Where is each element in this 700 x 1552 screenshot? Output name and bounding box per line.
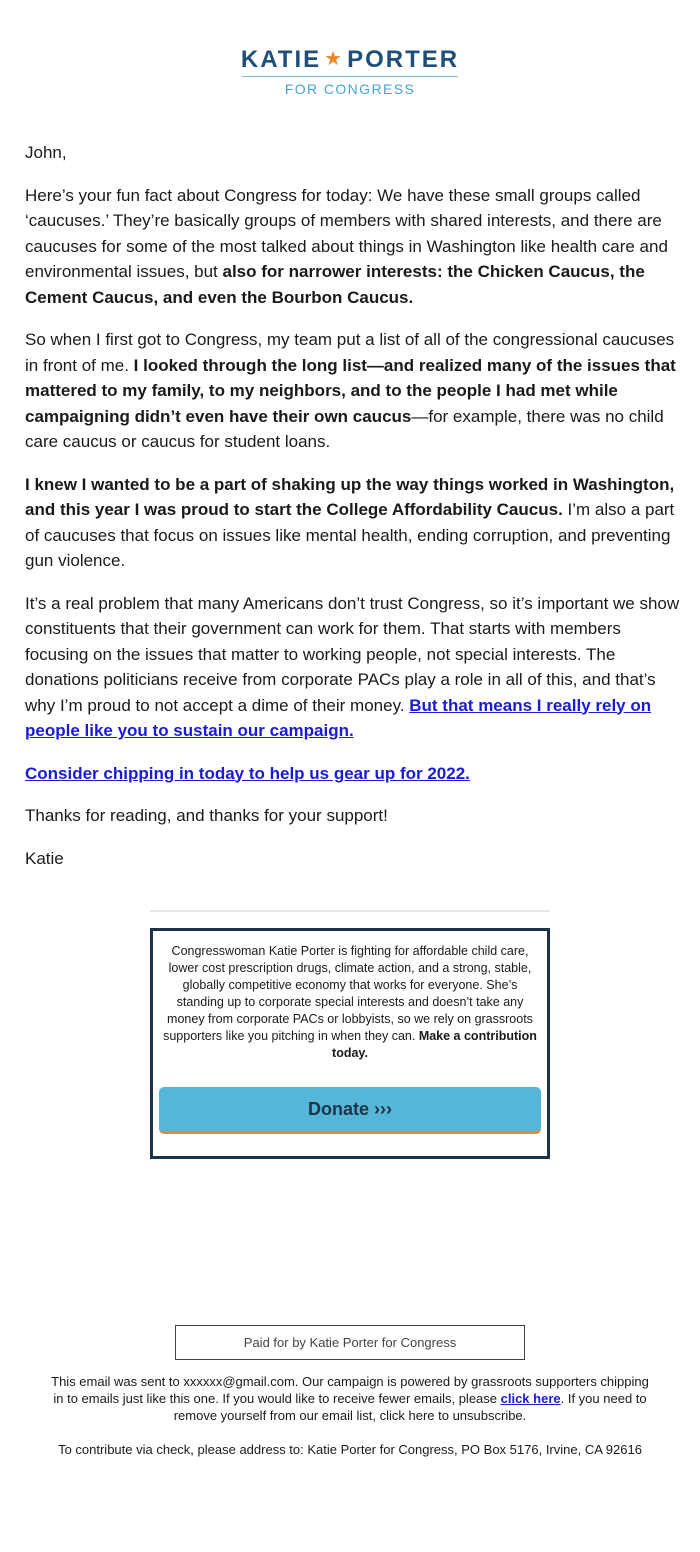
logo-last-name: PORTER [347,46,460,73]
footer-line-1: This email was sent to xxxxxx@gmail.com. Our campaign is powered by grassroots supporters chipping in to emails just like this one. If you would like to receive fewer emails, please click here. If you need to remove yourself from our email list, click here to unsubscribe. [51,1374,649,1423]
chip-in-link[interactable]: Consider chipping in today to help us gear up for 2022. [25,763,470,783]
logo-wordmark [0,44,700,75]
email-footer [50,1373,650,1475]
paid-for-disclaimer: Paid for by Katie Porter for Congress [175,1325,525,1360]
sustain-campaign-link[interactable]: But that means I really rely on people like you to sustain our campaign. [25,695,652,740]
donate-button[interactable]: Donate ››› [159,1087,541,1134]
logo-divider [242,76,458,77]
greeting: John, [25,143,67,162]
email-body [25,140,685,888]
paragraph-6: Thanks for reading, and thanks for your support! [25,806,388,825]
paragraph-1: Here’s your fun fact about Congress for today: We have these small groups called ‘caucuses.’ They’re basically groups of members with shared interests, and there are caucuses for some of the most talked about things in Washington like health care and environmental issues, but also for narrower interests: the Chicken Caucus, the Cement Caucus, and even the Bourbon Caucus. [25,185,668,307]
campaign-logo [0,44,700,97]
logo-subtitle: FOR CONGRESS [284,81,416,97]
paragraph-5 [25,761,685,787]
signature: Katie [25,848,64,868]
logo-first-name: KATIE [240,46,322,73]
section-divider [150,910,550,912]
donate-box [150,928,550,1159]
footer-line-2: To contribute via check, please address to: Katie Porter for Congress, PO Box 5176, Irvine, CA 92616 [58,1442,642,1457]
paragraph-3: I knew I wanted to be a part of shaking up the way things worked in Washington, and this year I was proud to start the College Affordability Caucus. I’m also a part of caucuses that focus on issues like mental health, ending corruption, and preventing gun violence. [25,474,675,570]
paragraph-2: So when I first got to Congress, my team put a list of all of the congressional caucuses in front of me. I looked through the long list—and realized many of the issues that mattered to my family, to my neighbors, and to the people I had met while campaigning didn’t even have their own caucus—for example, there was no child care caucus or caucus for student loans. [25,330,676,451]
fewer-emails-link[interactable]: click here [500,1391,561,1406]
star-icon: ★ [324,48,345,70]
paragraph-4: It’s a real problem that many Americans don’t trust Congress, so it’s important we show constituents that their government can work for them. That starts with members focusing on the issues that matter to working people, not special interests. The donations politicians receive from corporate PACs play a role in all of this, and that’s why I’m proud to not accept a dime of their money. But that means I really rely on people like you to sustain our campaign. [25,593,680,740]
donate-description: Congresswoman Katie Porter is fighting for affordable child care, lower cost prescription drugs, climate action, and a strong, stable, globally competitive economy that works for everyone. She’s standing up to corporate special interests and doesn’t take any money from corporate PACs or lobbyists, so we rely on grassroots supporters like you pitching in when they can. Make a contribution today. [163,944,537,1060]
